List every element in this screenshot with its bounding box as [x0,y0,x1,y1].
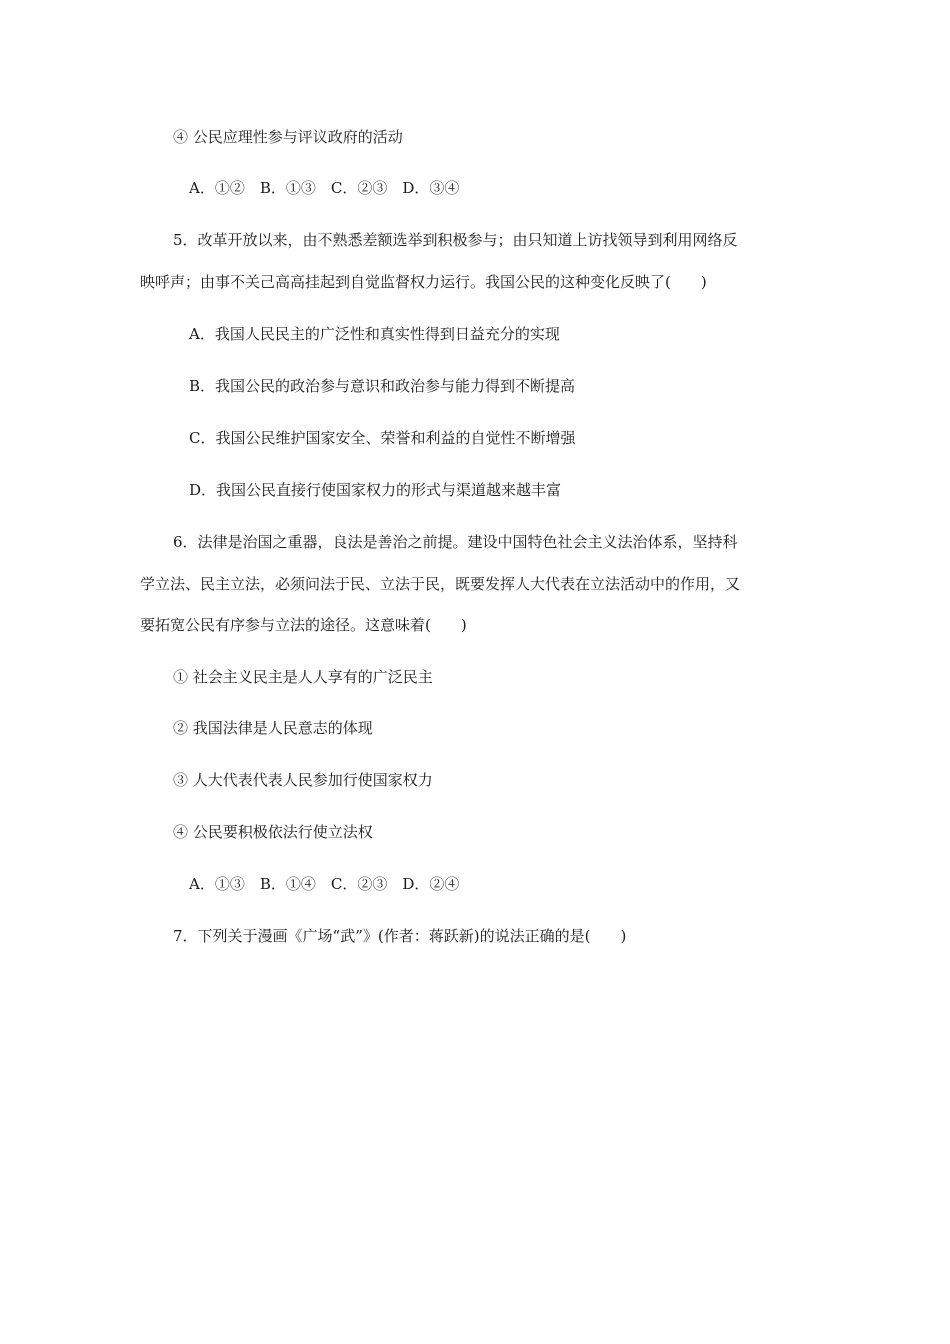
q5-option-b: B．我国公民的政治参与意识和政治参与能力得到不断提高 [189,377,576,395]
q6-answer-choices: A．①③ B．①④ C．②③ D．②④ [189,875,460,893]
q6-statement-4: ④ 公民要积极依法行使立法权 [173,823,373,841]
q6-stem-line-2: 学立法、民主立法，必须问法于民、立法于民，既要发挥人大代表在立法活动中的作用，又 [140,575,741,593]
q7-stem: 7．下列关于漫画《广场“武”》(作者：蒋跃新)的说法正确的是( ) [173,927,627,945]
q4-statement-4: ④ 公民应理性参与评议政府的活动 [173,128,403,146]
q5-stem-line-1: 5．改革开放以来，由不熟悉差额选举到积极参与；由只知道上访找领导到利用网络反 [173,231,738,249]
q5-option-d: D．我国公民直接行使国家权力的形式与渠道越来越丰富 [189,481,562,499]
q6-stem-line-3: 要拓宽公民有序参与立法的途径。这意味着( ) [140,616,467,634]
q6-statement-3: ③ 人大代表代表人民参加行使国家权力 [173,771,433,789]
q5-option-a: A．我国人民民主的广泛性和真实性得到日益充分的实现 [189,325,560,343]
q6-statement-2: ② 我国法律是人民意志的体现 [173,719,373,737]
q6-statement-1: ① 社会主义民主是人人享有的广泛民主 [173,668,433,686]
q5-option-c: C．我国公民维护国家安全、荣誉和利益的自觉性不断增强 [189,429,576,447]
q6-stem-line-1: 6．法律是治国之重器，良法是善治之前提。建设中国特色社会主义法治体系，坚持科 [173,533,738,551]
q4-answer-choices: A．①② B．①③ C．②③ D．③④ [189,179,460,197]
q5-stem-line-2: 映呼声；由事不关己高高挂起到自觉监督权力运行。我国公民的这种变化反映了( ) [140,273,707,291]
